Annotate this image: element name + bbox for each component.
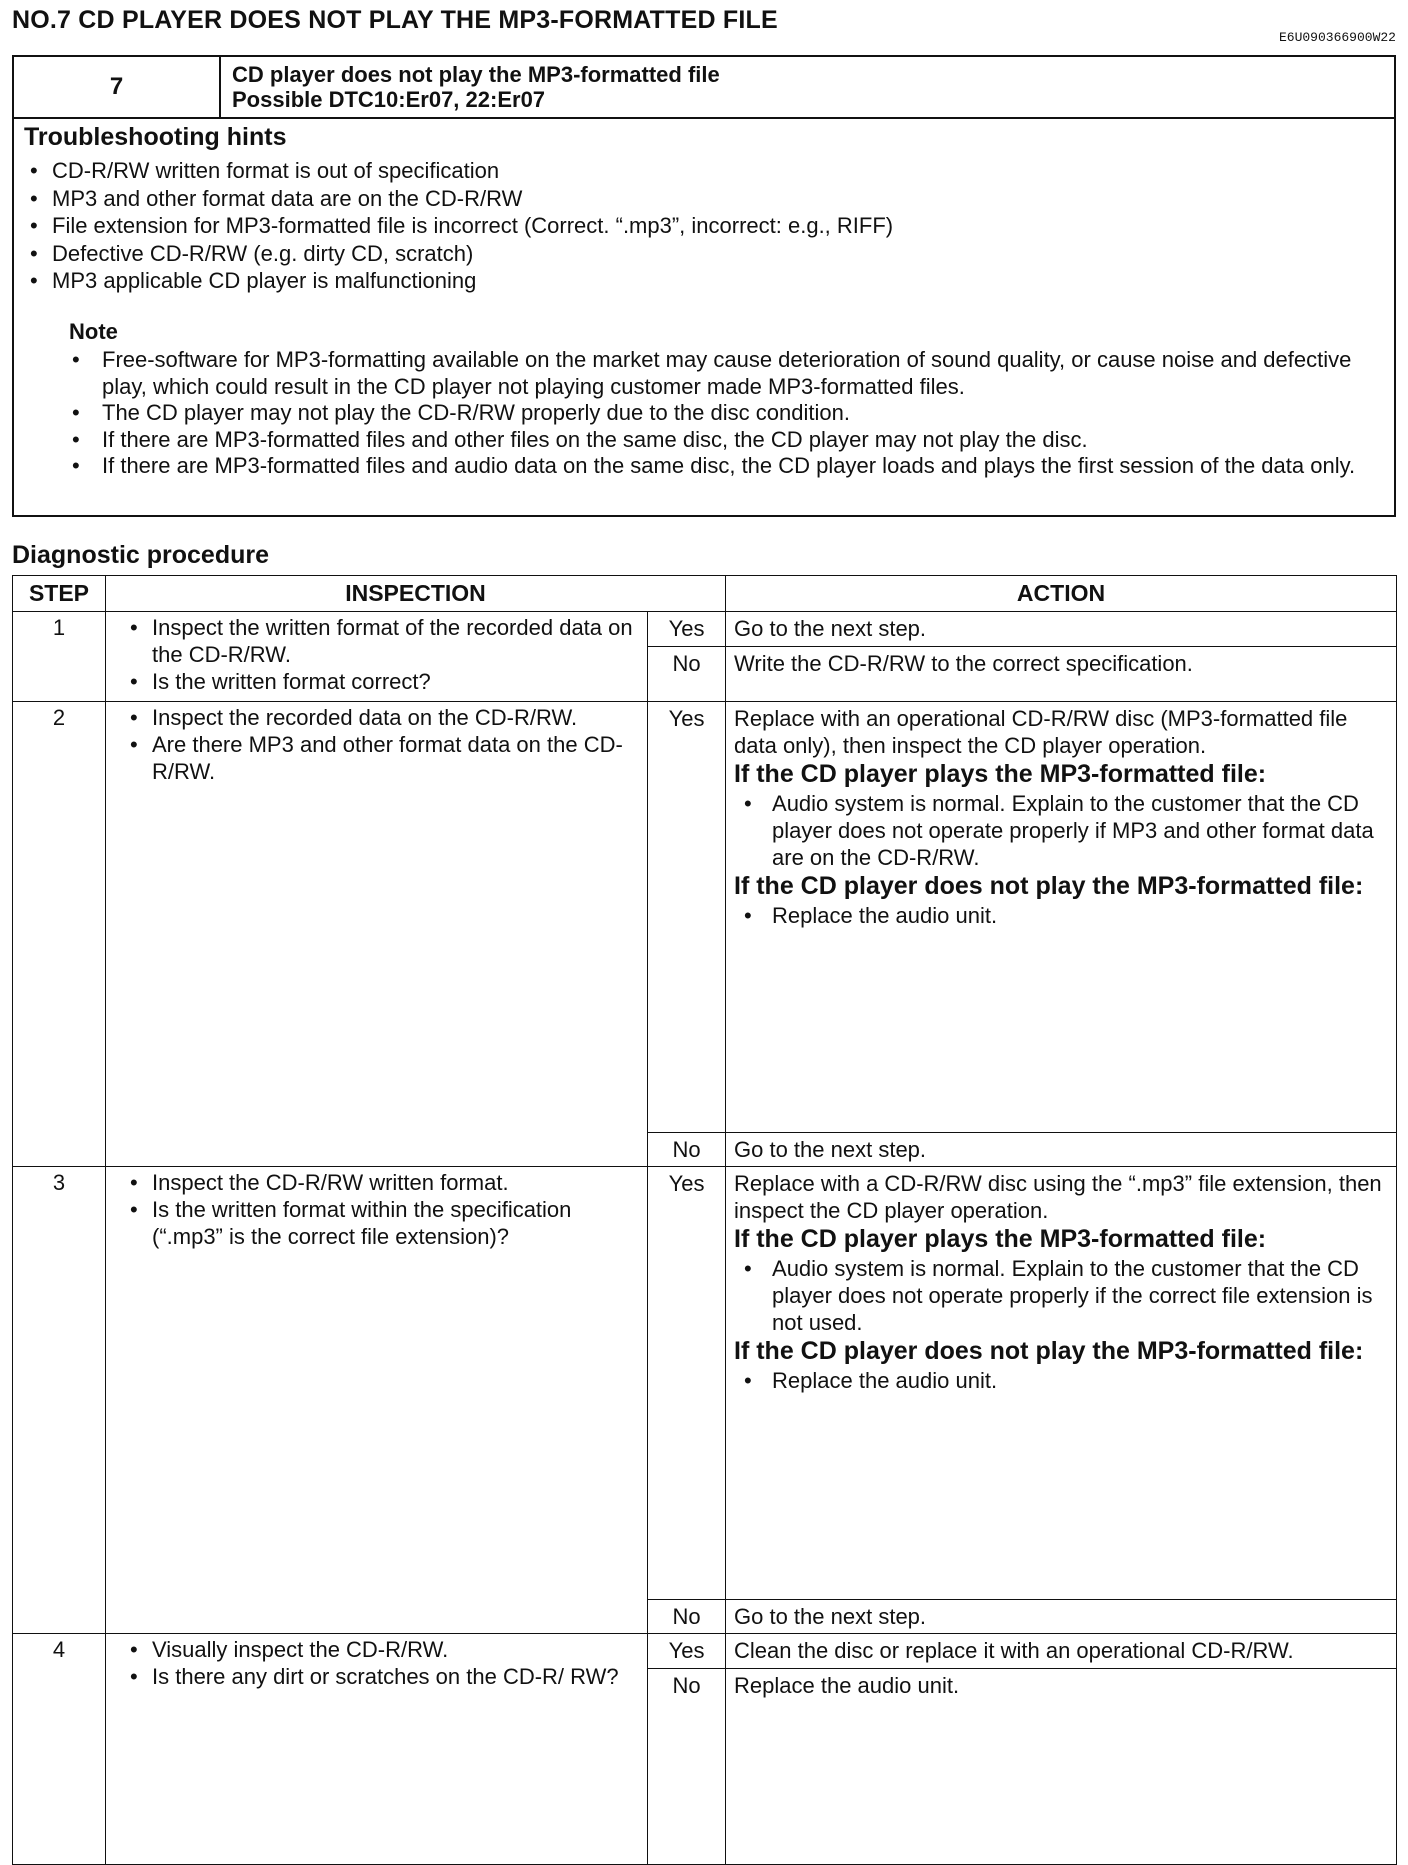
inspection-item: • Is the written format within the specification (“.mp3” is the correct file extension)? (118, 1196, 641, 1250)
yes-action: Go to the next step. (726, 612, 1397, 647)
column-header-step: STEP (13, 576, 106, 612)
hint-item: • File extension for MP3-formatted file is incorrect (Correct. “.mp3”, incorrect: e.g., RIFF) (28, 212, 893, 240)
inspection-item: • Visually inspect the CD-R/RW. (118, 1636, 641, 1663)
step-number: 1 (13, 612, 106, 702)
hint-item: • Defective CD-R/RW (e.g. dirty CD, scratch) (28, 240, 893, 268)
condition-item: • Audio system is normal. Explain to the customer that the CD player does not operate properly if MP3 and other format data are on the CD-R/RW. (734, 790, 1386, 871)
inspection-item: • Are there MP3 and other format data on the CD-R/RW. (118, 731, 641, 785)
symptom-header (14, 57, 1394, 119)
no-action: Go to the next step. (726, 1600, 1397, 1634)
yes-action (726, 702, 1397, 1133)
action-intro: Replace with a CD-R/RW disc using the “.mp3” file extension, then inspect the CD player operation. (734, 1171, 1382, 1223)
no-action: Replace the audio unit. (726, 1669, 1397, 1865)
yes-label: Yes (648, 1167, 726, 1600)
inspection-item: • Inspect the recorded data on the CD-R/RW. (118, 704, 641, 731)
hint-item: • MP3 and other format data are on the CD-R/RW (28, 185, 893, 213)
condition-item: • Audio system is normal. Explain to the customer that the CD player does not operate properly if the correct file extension is not used. (734, 1255, 1386, 1336)
document-code: E6U090366900W22 (1278, 30, 1396, 45)
inspection-cell (106, 702, 648, 1167)
condition-heading: If the CD player does not play the MP3-formatted file: (734, 1337, 1364, 1365)
notes-list (70, 347, 1390, 480)
symptom-number: 7 (14, 57, 221, 117)
yes-action: Clean the disc or replace it with an operational CD-R/RW. (726, 1634, 1397, 1669)
step-number: 3 (13, 1167, 106, 1634)
inspection-cell (106, 612, 648, 702)
yes-label: Yes (648, 612, 726, 647)
inspection-item: • Inspect the written format of the recorded data on the CD-R/RW. (118, 614, 641, 668)
step-number: 4 (13, 1634, 106, 1865)
note-heading: Note (69, 319, 118, 344)
diagnostic-table (12, 575, 1397, 1865)
action-intro: Replace with an operational CD-R/RW disc (MP3-formatted file data only), then inspect the CD player operation. (734, 706, 1348, 758)
symptom-title: CD player does not play the MP3-formatted file (232, 62, 720, 87)
no-label: No (648, 1133, 726, 1167)
hints-heading: Troubleshooting hints (24, 123, 287, 151)
no-label: No (648, 1600, 726, 1634)
yes-action (726, 1167, 1397, 1600)
condition-heading: If the CD player does not play the MP3-formatted file: (734, 872, 1364, 900)
table-row (13, 1634, 1397, 1669)
column-header-inspection: INSPECTION (106, 576, 726, 612)
yes-label: Yes (648, 702, 726, 1133)
inspection-cell (106, 1634, 648, 1865)
condition-heading: If the CD player plays the MP3-formatted file: (734, 1225, 1267, 1253)
table-row (13, 1167, 1397, 1600)
inspection-item: • Inspect the CD-R/RW written format. (118, 1169, 641, 1196)
inspection-cell (106, 1167, 648, 1634)
yes-label: Yes (648, 1634, 726, 1669)
inspection-item: • Is the written format correct? (118, 668, 641, 695)
symptom-box (12, 55, 1396, 517)
step-number: 2 (13, 702, 106, 1167)
note-item: • If there are MP3-formatted files and other files on the same disc, the CD player may not play the disc. (70, 427, 1390, 454)
note-item: • Free-software for MP3-formatting available on the market may cause deterioration of sound quality, or cause noise and defective play, which could result in the CD player not playing customer made MP3-formatted files. (70, 347, 1390, 400)
diagnostic-heading: Diagnostic procedure (12, 541, 269, 569)
table-row (13, 612, 1397, 647)
page-title: NO.7 CD PLAYER DOES NOT PLAY THE MP3-FORMATTED FILE (12, 6, 778, 34)
note-item: • The CD player may not play the CD-R/RW properly due to the disc condition. (70, 400, 1390, 427)
condition-item: • Replace the audio unit. (734, 902, 1386, 929)
hints-list (28, 157, 893, 295)
column-header-action: ACTION (726, 576, 1397, 612)
condition-item: • Replace the audio unit. (734, 1367, 1386, 1394)
no-label: No (648, 647, 726, 702)
inspection-item: • Is there any dirt or scratches on the CD-R/ RW? (118, 1663, 641, 1690)
no-action: Write the CD-R/RW to the correct specification. (726, 647, 1397, 702)
hint-item: • CD-R/RW written format is out of specification (28, 157, 893, 185)
table-header-row (13, 576, 1397, 612)
hint-item: • MP3 applicable CD player is malfunctioning (28, 267, 893, 295)
no-action: Go to the next step. (726, 1133, 1397, 1167)
table-row (13, 702, 1397, 1133)
symptom-dtc: Possible DTC10:Er07, 22:Er07 (232, 87, 546, 112)
symptom-description (232, 62, 720, 112)
condition-heading: If the CD player plays the MP3-formatted file: (734, 760, 1267, 788)
no-label: No (648, 1669, 726, 1865)
note-item: • If there are MP3-formatted files and audio data on the same disc, the CD player loads and plays the first session of the data only. (70, 453, 1390, 480)
